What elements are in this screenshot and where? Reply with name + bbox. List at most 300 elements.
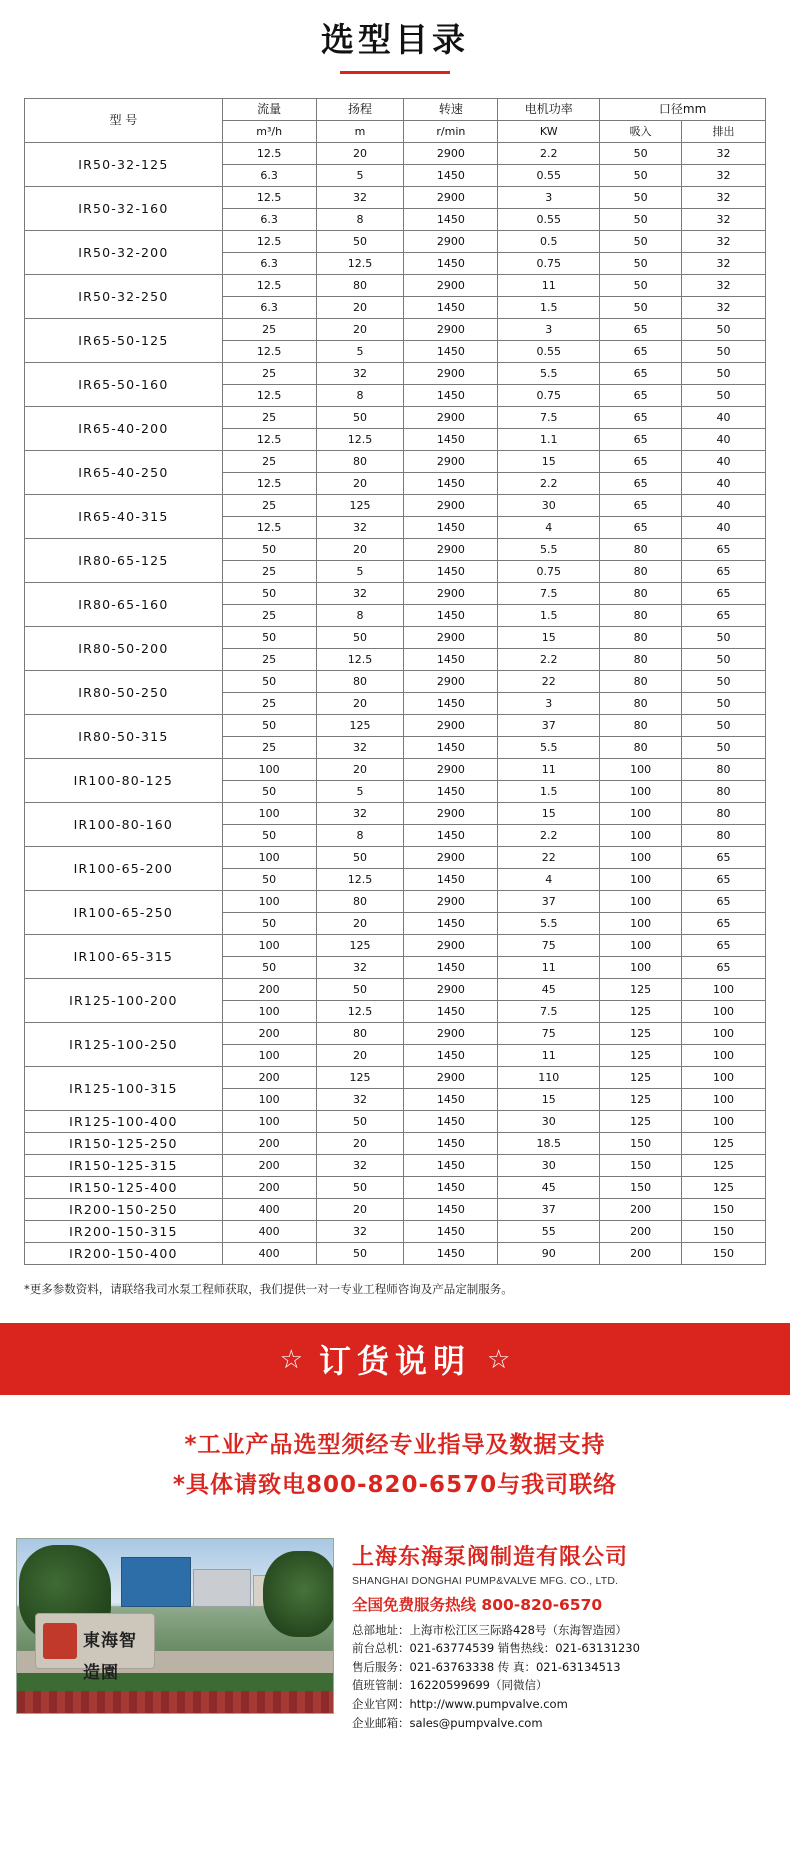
order-instructions-band bbox=[0, 1323, 790, 1395]
cell-model: IR125-100-200 bbox=[25, 979, 223, 1023]
header-model: 型 号 bbox=[25, 99, 223, 143]
cell-power: 2.2 bbox=[498, 825, 600, 847]
table-row bbox=[25, 1067, 766, 1089]
cell-flow: 50 bbox=[222, 825, 316, 847]
cell-head: 80 bbox=[316, 451, 404, 473]
table-row bbox=[25, 803, 766, 825]
order-note-2: *具体请致电800-820-6570与我司联络 bbox=[172, 1472, 618, 1499]
cell-head: 80 bbox=[316, 891, 404, 913]
cell-flow: 25 bbox=[222, 451, 316, 473]
cell-power: 30 bbox=[498, 1111, 600, 1133]
table-row bbox=[25, 627, 766, 649]
cell-speed: 1450 bbox=[404, 385, 498, 407]
cell-model: IR200-150-400 bbox=[25, 1243, 223, 1265]
cell-outlet: 50 bbox=[682, 671, 766, 693]
cell-outlet: 50 bbox=[682, 693, 766, 715]
star-left-icon: ☆ bbox=[279, 1344, 303, 1374]
cell-head: 8 bbox=[316, 825, 404, 847]
cell-head: 20 bbox=[316, 473, 404, 495]
cell-power: 0.75 bbox=[498, 561, 600, 583]
cell-power: 11 bbox=[498, 957, 600, 979]
cell-speed: 1450 bbox=[404, 297, 498, 319]
cell-head: 32 bbox=[316, 363, 404, 385]
table-row bbox=[25, 1023, 766, 1045]
cell-power: 30 bbox=[498, 1155, 600, 1177]
cell-outlet: 65 bbox=[682, 847, 766, 869]
cell-model: IR65-50-125 bbox=[25, 319, 223, 363]
cell-power: 0.55 bbox=[498, 209, 600, 231]
cell-speed: 2900 bbox=[404, 935, 498, 957]
table-row bbox=[25, 363, 766, 385]
header-head: 扬程 bbox=[316, 99, 404, 121]
cell-outlet: 50 bbox=[682, 363, 766, 385]
cell-model: IR125-100-250 bbox=[25, 1023, 223, 1067]
cell-head: 50 bbox=[316, 979, 404, 1001]
cell-flow: 100 bbox=[222, 847, 316, 869]
cell-inlet: 80 bbox=[600, 671, 682, 693]
cell-inlet: 65 bbox=[600, 341, 682, 363]
cell-head: 125 bbox=[316, 715, 404, 737]
cell-power: 1.5 bbox=[498, 781, 600, 803]
cell-head: 125 bbox=[316, 495, 404, 517]
cell-speed: 2900 bbox=[404, 407, 498, 429]
cell-head: 20 bbox=[316, 759, 404, 781]
cell-inlet: 100 bbox=[600, 803, 682, 825]
cell-outlet: 65 bbox=[682, 957, 766, 979]
cell-inlet: 150 bbox=[600, 1133, 682, 1155]
cell-model: IR50-32-250 bbox=[25, 275, 223, 319]
cell-speed: 1450 bbox=[404, 869, 498, 891]
cell-flow: 12.5 bbox=[222, 517, 316, 539]
cell-power: 45 bbox=[498, 1177, 600, 1199]
cell-head: 20 bbox=[316, 143, 404, 165]
cell-flow: 12.5 bbox=[222, 231, 316, 253]
cell-model: IR125-100-400 bbox=[25, 1111, 223, 1133]
cell-outlet: 125 bbox=[682, 1155, 766, 1177]
contact-line-address: 总部地址：上海市松江区三际路428号（东海智造园） bbox=[352, 1622, 627, 1637]
header-outlet: 排出 bbox=[682, 121, 766, 143]
cell-speed: 2900 bbox=[404, 583, 498, 605]
cell-power: 11 bbox=[498, 759, 600, 781]
cell-speed: 1450 bbox=[404, 165, 498, 187]
table-row bbox=[25, 759, 766, 781]
cell-flow: 12.5 bbox=[222, 473, 316, 495]
spec-table-body bbox=[25, 143, 766, 1265]
cell-inlet: 200 bbox=[600, 1243, 682, 1265]
cell-outlet: 80 bbox=[682, 825, 766, 847]
cell-speed: 1450 bbox=[404, 825, 498, 847]
cell-outlet: 65 bbox=[682, 539, 766, 561]
cell-flow: 100 bbox=[222, 1001, 316, 1023]
cell-flow: 12.5 bbox=[222, 341, 316, 363]
table-row bbox=[25, 451, 766, 473]
cell-flow: 50 bbox=[222, 957, 316, 979]
cell-flow: 50 bbox=[222, 583, 316, 605]
cell-outlet: 125 bbox=[682, 1177, 766, 1199]
cell-inlet: 50 bbox=[600, 165, 682, 187]
cell-power: 15 bbox=[498, 803, 600, 825]
cell-power: 7.5 bbox=[498, 583, 600, 605]
cell-head: 20 bbox=[316, 1133, 404, 1155]
cell-speed: 2900 bbox=[404, 319, 498, 341]
cell-power: 7.5 bbox=[498, 1001, 600, 1023]
cell-model: IR65-40-250 bbox=[25, 451, 223, 495]
cell-speed: 1450 bbox=[404, 517, 498, 539]
cell-inlet: 100 bbox=[600, 869, 682, 891]
cell-outlet: 100 bbox=[682, 1023, 766, 1045]
table-row bbox=[25, 407, 766, 429]
cell-speed: 1450 bbox=[404, 957, 498, 979]
cell-head: 5 bbox=[316, 781, 404, 803]
table-row bbox=[25, 979, 766, 1001]
cell-power: 37 bbox=[498, 1199, 600, 1221]
cell-speed: 1450 bbox=[404, 913, 498, 935]
cell-inlet: 200 bbox=[600, 1199, 682, 1221]
table-row bbox=[25, 671, 766, 693]
cell-inlet: 125 bbox=[600, 1111, 682, 1133]
cell-outlet: 80 bbox=[682, 803, 766, 825]
table-row bbox=[25, 1133, 766, 1155]
cell-flow: 12.5 bbox=[222, 187, 316, 209]
cell-model: IR200-150-250 bbox=[25, 1199, 223, 1221]
cell-speed: 2900 bbox=[404, 715, 498, 737]
cell-head: 20 bbox=[316, 913, 404, 935]
cell-outlet: 100 bbox=[682, 1045, 766, 1067]
cell-speed: 2900 bbox=[404, 451, 498, 473]
cell-speed: 2900 bbox=[404, 495, 498, 517]
cell-model: IR65-50-160 bbox=[25, 363, 223, 407]
table-row bbox=[25, 847, 766, 869]
cell-flow: 200 bbox=[222, 1155, 316, 1177]
company-contact-lines bbox=[352, 1621, 774, 1733]
table-row bbox=[25, 1155, 766, 1177]
cell-speed: 1450 bbox=[404, 1111, 498, 1133]
cell-flow: 12.5 bbox=[222, 275, 316, 297]
cell-outlet: 65 bbox=[682, 605, 766, 627]
cell-inlet: 125 bbox=[600, 1045, 682, 1067]
photo-sign-text: 東海智造園 bbox=[83, 1630, 137, 1683]
cell-outlet: 32 bbox=[682, 253, 766, 275]
cell-outlet: 40 bbox=[682, 473, 766, 495]
cell-power: 5.5 bbox=[498, 913, 600, 935]
cell-inlet: 80 bbox=[600, 583, 682, 605]
cell-inlet: 125 bbox=[600, 1023, 682, 1045]
cell-outlet: 32 bbox=[682, 209, 766, 231]
cell-power: 30 bbox=[498, 495, 600, 517]
cell-power: 55 bbox=[498, 1221, 600, 1243]
order-note-1: *工业产品选型须经专业指导及数据支持 bbox=[184, 1432, 606, 1458]
cell-outlet: 80 bbox=[682, 781, 766, 803]
table-row bbox=[25, 1221, 766, 1243]
company-info bbox=[352, 1538, 774, 1733]
cell-model: IR150-125-250 bbox=[25, 1133, 223, 1155]
table-row bbox=[25, 583, 766, 605]
table-row bbox=[25, 539, 766, 561]
cell-model: IR150-125-315 bbox=[25, 1155, 223, 1177]
cell-flow: 400 bbox=[222, 1221, 316, 1243]
cell-power: 5.5 bbox=[498, 737, 600, 759]
table-row bbox=[25, 1199, 766, 1221]
cell-inlet: 65 bbox=[600, 451, 682, 473]
cell-flow: 200 bbox=[222, 1133, 316, 1155]
cell-inlet: 100 bbox=[600, 891, 682, 913]
cell-speed: 1450 bbox=[404, 1199, 498, 1221]
cell-head: 125 bbox=[316, 1067, 404, 1089]
table-row bbox=[25, 495, 766, 517]
cell-outlet: 32 bbox=[682, 187, 766, 209]
cell-outlet: 50 bbox=[682, 319, 766, 341]
photo-building-grey bbox=[193, 1569, 251, 1607]
cell-flow: 100 bbox=[222, 1111, 316, 1133]
cell-outlet: 32 bbox=[682, 143, 766, 165]
cell-outlet: 65 bbox=[682, 935, 766, 957]
cell-head: 80 bbox=[316, 1023, 404, 1045]
cell-outlet: 150 bbox=[682, 1221, 766, 1243]
cell-inlet: 80 bbox=[600, 627, 682, 649]
cell-head: 8 bbox=[316, 385, 404, 407]
cell-speed: 1450 bbox=[404, 209, 498, 231]
cell-inlet: 50 bbox=[600, 231, 682, 253]
cell-flow: 6.3 bbox=[222, 297, 316, 319]
cell-inlet: 125 bbox=[600, 979, 682, 1001]
cell-inlet: 150 bbox=[600, 1155, 682, 1177]
cell-inlet: 65 bbox=[600, 473, 682, 495]
cell-head: 50 bbox=[316, 627, 404, 649]
cell-power: 90 bbox=[498, 1243, 600, 1265]
cell-flow: 25 bbox=[222, 605, 316, 627]
cell-power: 0.55 bbox=[498, 341, 600, 363]
cell-outlet: 32 bbox=[682, 297, 766, 319]
header-inlet: 吸入 bbox=[600, 121, 682, 143]
cell-inlet: 50 bbox=[600, 187, 682, 209]
cell-outlet: 50 bbox=[682, 737, 766, 759]
cell-flow: 400 bbox=[222, 1243, 316, 1265]
title-underline bbox=[340, 71, 450, 74]
cell-outlet: 80 bbox=[682, 759, 766, 781]
cell-inlet: 80 bbox=[600, 649, 682, 671]
company-name-cn: 上海东海泵阀制造有限公司 bbox=[352, 1544, 629, 1570]
table-row bbox=[25, 275, 766, 297]
cell-flow: 100 bbox=[222, 1045, 316, 1067]
cell-inlet: 65 bbox=[600, 363, 682, 385]
cell-inlet: 125 bbox=[600, 1067, 682, 1089]
cell-power: 37 bbox=[498, 891, 600, 913]
cell-outlet: 100 bbox=[682, 979, 766, 1001]
cell-flow: 50 bbox=[222, 913, 316, 935]
cell-model: IR80-50-250 bbox=[25, 671, 223, 715]
cell-power: 15 bbox=[498, 627, 600, 649]
company-hotline bbox=[352, 1593, 774, 1615]
cell-inlet: 65 bbox=[600, 429, 682, 451]
cell-flow: 100 bbox=[222, 891, 316, 913]
cell-speed: 1450 bbox=[404, 341, 498, 363]
cell-head: 50 bbox=[316, 1111, 404, 1133]
cell-speed: 2900 bbox=[404, 803, 498, 825]
contact-line-duty: 值班管制：16220599699（同微信） bbox=[352, 1678, 548, 1693]
cell-inlet: 65 bbox=[600, 495, 682, 517]
cell-inlet: 80 bbox=[600, 539, 682, 561]
unit-head: m bbox=[316, 121, 404, 143]
cell-model: IR80-65-160 bbox=[25, 583, 223, 627]
cell-speed: 2900 bbox=[404, 143, 498, 165]
cell-flow: 25 bbox=[222, 319, 316, 341]
unit-power: KW bbox=[498, 121, 600, 143]
cell-speed: 1450 bbox=[404, 429, 498, 451]
cell-model: IR100-65-200 bbox=[25, 847, 223, 891]
star-right-icon: ☆ bbox=[487, 1344, 511, 1374]
cell-head: 12.5 bbox=[316, 1001, 404, 1023]
cell-head: 20 bbox=[316, 1199, 404, 1221]
cell-model: IR80-50-200 bbox=[25, 627, 223, 671]
cell-head: 20 bbox=[316, 319, 404, 341]
cell-head: 20 bbox=[316, 693, 404, 715]
cell-speed: 1450 bbox=[404, 1243, 498, 1265]
cell-flow: 200 bbox=[222, 1067, 316, 1089]
cell-head: 80 bbox=[316, 671, 404, 693]
cell-flow: 25 bbox=[222, 693, 316, 715]
cell-model: IR50-32-160 bbox=[25, 187, 223, 231]
photo-hedge bbox=[17, 1673, 333, 1691]
cell-head: 12.5 bbox=[316, 869, 404, 891]
cell-head: 32 bbox=[316, 187, 404, 209]
cell-outlet: 40 bbox=[682, 517, 766, 539]
cell-inlet: 80 bbox=[600, 715, 682, 737]
cell-speed: 1450 bbox=[404, 1045, 498, 1067]
cell-flow: 25 bbox=[222, 407, 316, 429]
cell-speed: 1450 bbox=[404, 1177, 498, 1199]
cell-model: IR50-32-200 bbox=[25, 231, 223, 275]
cell-outlet: 100 bbox=[682, 1111, 766, 1133]
cell-speed: 1450 bbox=[404, 649, 498, 671]
cell-outlet: 40 bbox=[682, 429, 766, 451]
cell-power: 22 bbox=[498, 847, 600, 869]
cell-head: 32 bbox=[316, 1089, 404, 1111]
cell-head: 50 bbox=[316, 407, 404, 429]
cell-model: IR65-40-315 bbox=[25, 495, 223, 539]
cell-inlet: 50 bbox=[600, 209, 682, 231]
cell-speed: 2900 bbox=[404, 979, 498, 1001]
cell-power: 4 bbox=[498, 869, 600, 891]
footer bbox=[0, 1530, 790, 1755]
cell-inlet: 100 bbox=[600, 957, 682, 979]
cell-inlet: 65 bbox=[600, 385, 682, 407]
cell-outlet: 50 bbox=[682, 649, 766, 671]
hotline-number: 800-820-6570 bbox=[481, 1595, 603, 1614]
spec-table bbox=[24, 98, 766, 1265]
cell-speed: 1450 bbox=[404, 1001, 498, 1023]
cell-inlet: 80 bbox=[600, 737, 682, 759]
cell-inlet: 100 bbox=[600, 847, 682, 869]
cell-model: IR50-32-125 bbox=[25, 143, 223, 187]
cell-power: 5.5 bbox=[498, 363, 600, 385]
cell-inlet: 50 bbox=[600, 275, 682, 297]
cell-outlet: 40 bbox=[682, 451, 766, 473]
cell-inlet: 80 bbox=[600, 693, 682, 715]
cell-head: 125 bbox=[316, 935, 404, 957]
header-flow: 流量 bbox=[222, 99, 316, 121]
order-instructions-title: 订货说明 bbox=[318, 1342, 471, 1380]
cell-outlet: 100 bbox=[682, 1089, 766, 1111]
cell-flow: 25 bbox=[222, 363, 316, 385]
cell-head: 5 bbox=[316, 165, 404, 187]
cell-inlet: 50 bbox=[600, 143, 682, 165]
cell-speed: 1450 bbox=[404, 1155, 498, 1177]
cell-head: 32 bbox=[316, 957, 404, 979]
cell-speed: 2900 bbox=[404, 231, 498, 253]
unit-flow: m³/h bbox=[222, 121, 316, 143]
unit-speed: r/min bbox=[404, 121, 498, 143]
cell-outlet: 40 bbox=[682, 407, 766, 429]
cell-head: 20 bbox=[316, 1045, 404, 1067]
contact-line-service: 售后服务：021-63763338 传 真：021-63134513 bbox=[352, 1659, 621, 1674]
order-notes bbox=[0, 1395, 790, 1530]
cell-outlet: 65 bbox=[682, 913, 766, 935]
cell-power: 1.1 bbox=[498, 429, 600, 451]
cell-head: 50 bbox=[316, 231, 404, 253]
photo-tree-right bbox=[263, 1551, 334, 1637]
cell-inlet: 100 bbox=[600, 913, 682, 935]
cell-speed: 1450 bbox=[404, 1221, 498, 1243]
cell-speed: 2900 bbox=[404, 363, 498, 385]
spec-table-wrap bbox=[0, 80, 790, 1265]
header-power: 电机功率 bbox=[498, 99, 600, 121]
cell-speed: 1450 bbox=[404, 253, 498, 275]
company-name-en: SHANGHAI DONGHAI PUMP&VALVE MFG. CO., LTD. bbox=[352, 1574, 619, 1587]
header-speed: 转速 bbox=[404, 99, 498, 121]
cell-power: 4 bbox=[498, 517, 600, 539]
cell-outlet: 150 bbox=[682, 1243, 766, 1265]
cell-flow: 25 bbox=[222, 737, 316, 759]
cell-model: IR150-125-400 bbox=[25, 1177, 223, 1199]
cell-speed: 2900 bbox=[404, 847, 498, 869]
cell-speed: 1450 bbox=[404, 737, 498, 759]
cell-head: 12.5 bbox=[316, 253, 404, 275]
cell-power: 3 bbox=[498, 187, 600, 209]
cell-speed: 2900 bbox=[404, 539, 498, 561]
cell-flow: 6.3 bbox=[222, 165, 316, 187]
cell-head: 12.5 bbox=[316, 649, 404, 671]
cell-speed: 1450 bbox=[404, 693, 498, 715]
cell-power: 2.2 bbox=[498, 143, 600, 165]
cell-outlet: 65 bbox=[682, 583, 766, 605]
cell-speed: 2900 bbox=[404, 1023, 498, 1045]
cell-power: 5.5 bbox=[498, 539, 600, 561]
cell-outlet: 100 bbox=[682, 1001, 766, 1023]
cell-flow: 100 bbox=[222, 1089, 316, 1111]
cell-head: 50 bbox=[316, 1177, 404, 1199]
header-diameter: 口径mm bbox=[600, 99, 766, 121]
cell-speed: 1450 bbox=[404, 605, 498, 627]
cell-flow: 25 bbox=[222, 649, 316, 671]
cell-power: 0.75 bbox=[498, 253, 600, 275]
table-note: *更多参数资料，请联络我司水泵工程师获取，我们提供一对一专业工程师咨询及产品定制服务。 bbox=[24, 1282, 513, 1296]
cell-speed: 2900 bbox=[404, 187, 498, 209]
table-row bbox=[25, 1111, 766, 1133]
table-row bbox=[25, 1177, 766, 1199]
cell-inlet: 80 bbox=[600, 561, 682, 583]
cell-outlet: 50 bbox=[682, 627, 766, 649]
cell-power: 1.5 bbox=[498, 297, 600, 319]
contact-line-switchboard: 前台总机：021-63774539 销售热线：021-63131230 bbox=[352, 1641, 640, 1656]
cell-outlet: 50 bbox=[682, 715, 766, 737]
cell-power: 7.5 bbox=[498, 407, 600, 429]
cell-flow: 200 bbox=[222, 1023, 316, 1045]
cell-flow: 50 bbox=[222, 627, 316, 649]
cell-flow: 12.5 bbox=[222, 143, 316, 165]
cell-head: 50 bbox=[316, 1243, 404, 1265]
cell-model: IR80-65-125 bbox=[25, 539, 223, 583]
cell-speed: 1450 bbox=[404, 1089, 498, 1111]
